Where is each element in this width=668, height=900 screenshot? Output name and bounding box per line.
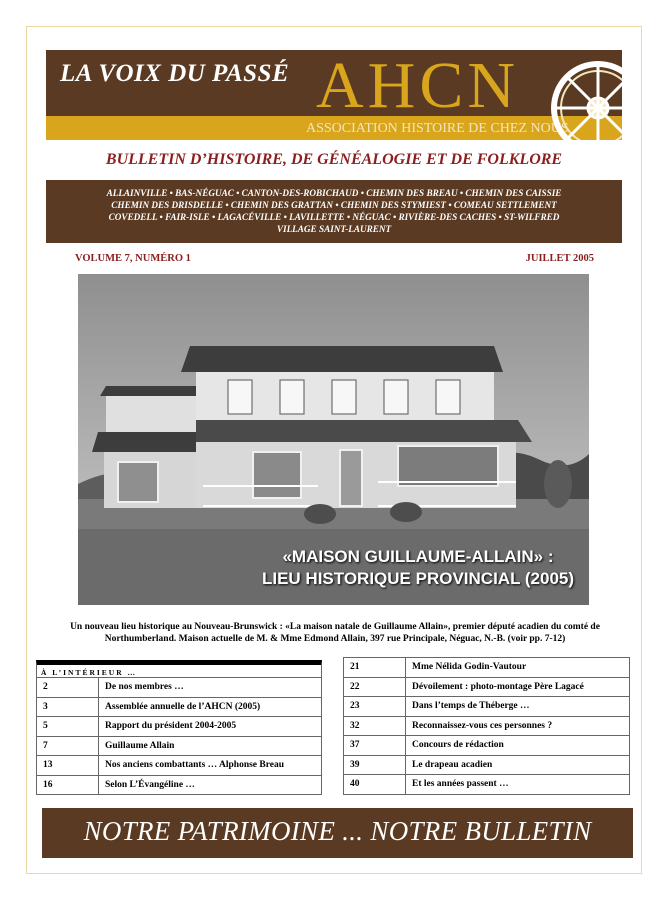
- contents-title: Assemblée annuelle de l’AHCN (2005): [99, 697, 322, 717]
- contents-page-number: 13: [37, 756, 99, 776]
- bulletin-subtitle: BULLETIN D’HISTOIRE, DE GÉNÉALOGIE ET DE FOLKLORE: [105, 151, 563, 168]
- contents-page-number: 5: [37, 717, 99, 737]
- photo-caption: [258, 546, 578, 590]
- photo-description-line: Un nouveau lieu historique au Nouveau-Brunswick : «La maison natale de Guillaume Allain», premier député acadien du comté de: [70, 622, 600, 632]
- contents-row[interactable]: [344, 716, 630, 736]
- communities-line: ALLAINVILLE • BAS-NÉGUAC • CANTON-DES-ROBICHAUD • CHEMIN DES BREAU • CHEMIN DES CAISSIE: [106, 188, 562, 198]
- contents-title: Mme Nélida Godin-Vautour: [406, 658, 630, 678]
- photo-description-line: Northumberland. Maison actuelle de M. & Mme Edmond Allain, 397 rue Principale, Néguac, N.-B. (voir pp. 7-12): [104, 634, 566, 644]
- volume-number: VOLUME 7, NUMÉRO 1: [75, 253, 191, 264]
- contents-page-number: 22: [344, 677, 406, 697]
- contents-page-number: 23: [344, 697, 406, 717]
- contents-title: Rapport du président 2004-2005: [99, 717, 322, 737]
- newsletter-title: LA VOIX DU PASSÉ: [60, 60, 290, 87]
- contents-page-number: 32: [344, 716, 406, 736]
- contents-row[interactable]: [344, 775, 630, 795]
- cover-photo: [78, 274, 589, 605]
- communities-banner: [46, 180, 622, 243]
- contents-page-number: 16: [37, 775, 99, 795]
- association-name: ASSOCIATION HISTOIRE DE CHEZ NOUS: [306, 121, 569, 136]
- issue-date: JUILLET 2005: [525, 253, 594, 264]
- contents-row[interactable]: [37, 678, 322, 698]
- contents-row[interactable]: [37, 717, 322, 737]
- masthead-banner: [46, 50, 622, 140]
- communities-line: COVEDELL • FAIR-ISLE • LAGACÉVILLE • LAVILLETTE • NÉGUAC • RIVIÈRE-DES CACHES • ST-WILFRED: [108, 212, 560, 222]
- contents-heading: À L’INTÉRIEUR …: [36, 660, 322, 678]
- contents-row[interactable]: [344, 755, 630, 775]
- communities-line: VILLAGE SAINT-LAURENT: [276, 224, 392, 234]
- contents-page-number: 40: [344, 775, 406, 795]
- contents-page-number: 39: [344, 755, 406, 775]
- contents-table-right: [343, 657, 630, 795]
- contents-page-number: 37: [344, 736, 406, 756]
- contents-row[interactable]: [37, 736, 322, 756]
- contents-row[interactable]: [37, 756, 322, 776]
- contents-row[interactable]: [37, 697, 322, 717]
- photo-caption-line: LIEU HISTORIQUE PROVINCIAL (2005): [261, 569, 575, 588]
- contents-title: De nos membres …: [99, 678, 322, 698]
- contents-page-number: 7: [37, 736, 99, 756]
- contents-title: Nos anciens combattants … Alphonse Breau: [99, 756, 322, 776]
- footer-banner: [42, 808, 633, 858]
- contents-title: Selon L’Évangéline …: [99, 775, 322, 795]
- contents-title: Concours de rédaction: [406, 736, 630, 756]
- contents-page-number: 21: [344, 658, 406, 678]
- contents-page-number: 2: [37, 678, 99, 698]
- contents-row[interactable]: [344, 697, 630, 717]
- photo-description: [50, 621, 620, 645]
- contents-row[interactable]: [344, 677, 630, 697]
- contents-title: Le drapeau acadien: [406, 755, 630, 775]
- contents-title: Guillaume Allain: [99, 736, 322, 756]
- contents-row[interactable]: [344, 736, 630, 756]
- contents-title: Et les années passent …: [406, 775, 630, 795]
- photo-caption-line: «MAISON GUILLAUME-ALLAIN» :: [282, 547, 554, 566]
- contents-title: Reconnaissez-vous ces personnes ?: [406, 716, 630, 736]
- contents-title: Dans l’temps de Théberge …: [406, 697, 630, 717]
- contents-row[interactable]: [344, 658, 630, 678]
- footer-slogan: NOTRE PATRIMOINE ... NOTRE BULLETIN: [83, 816, 592, 846]
- communities-line: CHEMIN DES DRISDELLE • CHEMIN DES GRATTAN • CHEMIN DES STYMIEST • COMEAU SETTLEMENT: [111, 200, 557, 210]
- contents-row[interactable]: [37, 775, 322, 795]
- contents-page-number: 3: [37, 697, 99, 717]
- wagon-wheel-icon: [548, 58, 622, 140]
- contents-table-left: [36, 677, 322, 795]
- contents-title: Dévoilement : photo-montage Père Lagacé: [406, 677, 630, 697]
- ahcn-logo-text: AHCN: [316, 50, 520, 122]
